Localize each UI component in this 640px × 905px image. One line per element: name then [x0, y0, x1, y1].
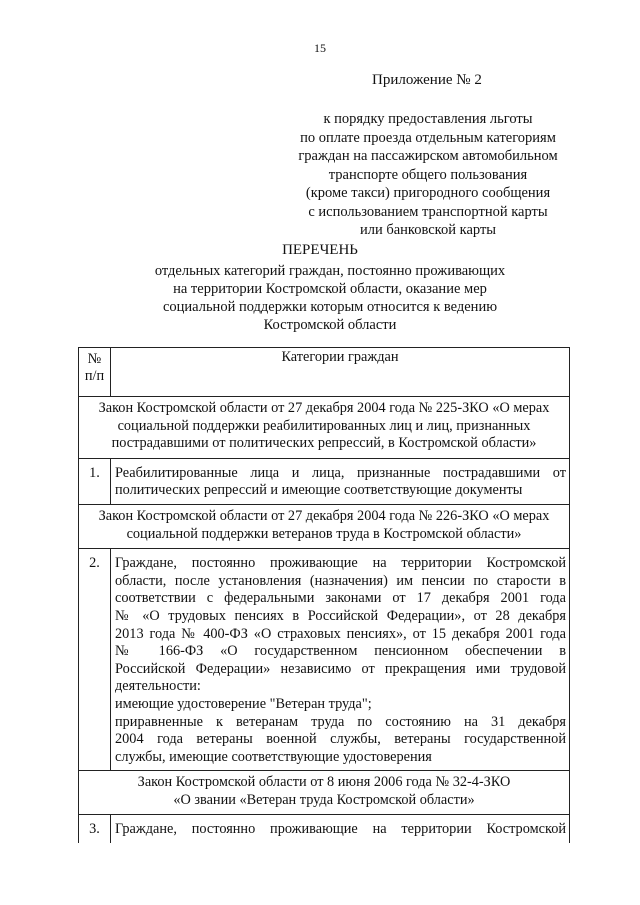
row-number: 2. — [79, 549, 111, 771]
row-line: Российской Федерации» независимо от прекращения ими трудовой — [115, 660, 566, 677]
row-line: 2013 года № 400-ФЗ «О страховых пенсиях», от 15 декабря 2001 года — [115, 625, 566, 642]
law-cell — [79, 504, 570, 548]
appendix-subtitle-line: по оплате проезда отдельным категориям — [300, 129, 556, 146]
header-number-cell — [79, 348, 111, 397]
row-line: имеющие удостоверение "Ветеран труда"; — [115, 695, 372, 712]
row-line: 2004 года ветераны военной службы, ветераны государственной — [115, 731, 566, 748]
row-line: службы, имеющие соответствующие удостоверения — [115, 748, 432, 765]
list-subtitle-line: на территории Костромской области, оказание мер — [173, 281, 487, 297]
law-row — [79, 397, 570, 459]
law-line: пострадавшими от политических репрессий, в Костромской области» — [111, 435, 537, 452]
row-line: политических репрессий и имеющие соответствующие документы — [115, 482, 523, 499]
row-line: приравненные к ветеранам труда по состоянию на 31 декабря — [115, 713, 566, 730]
row-line: области, после установления (назначения) им пенсии по старости в — [115, 572, 566, 589]
appendix-subtitle — [268, 110, 588, 240]
table-row — [79, 815, 570, 843]
law-line: социальной поддержки реабилитированных лиц и лиц, признанных — [117, 417, 531, 434]
table-header-row — [79, 348, 570, 397]
categories-table — [78, 347, 570, 843]
appendix-subtitle-line: транспорте общего пользования — [328, 166, 528, 183]
row-line: соответствии с федеральными законами от 17 декабря 2001 года — [115, 590, 566, 607]
row-number: 3. — [79, 815, 111, 843]
law-cell — [79, 397, 570, 459]
appendix-title: Приложение № 2 — [372, 72, 482, 88]
table-row — [79, 549, 570, 771]
row-line: № «О трудовых пенсиях в Российской Федерации», от 28 декабря — [115, 607, 566, 624]
row-text — [111, 549, 570, 771]
header-category-cell: Категории граждан — [111, 348, 570, 397]
law-line: Закон Костромской области от 27 декабря 2004 года № 226-ЗКО «О мерах — [98, 507, 550, 524]
law-line: социальной поддержки ветеранов труда в Костромской области» — [126, 525, 522, 542]
law-line: Закон Костромской области от 27 декабря 2004 года № 225-ЗКО «О мерах — [98, 400, 550, 416]
row-line: деятельности: — [115, 678, 201, 695]
list-heading: ПЕРЕЧЕНЬ — [282, 242, 358, 258]
appendix-subtitle-line: к порядку предоставления льготы — [323, 111, 533, 127]
row-line: Граждане, постоянно проживающие на территории Костромской — [115, 555, 566, 572]
law-line: Закон Костромской области от 8 июня 2006 года № 32-4-ЗКО — [137, 774, 511, 791]
table-row — [79, 458, 570, 504]
row-line: Реабилитированные лица и лица, признанные пострадавшими от — [115, 464, 566, 481]
law-row — [79, 504, 570, 548]
appendix-subtitle-line: с использованием транспортной карты — [308, 203, 548, 220]
row-text — [111, 458, 570, 504]
appendix-subtitle-line: граждан на пассажирском автомобильном — [298, 148, 558, 164]
list-subtitle-line: отдельных категорий граждан, постоянно проживающих — [154, 263, 506, 279]
list-subtitle-line: социальной поддержки которым относится к ведению — [162, 299, 498, 315]
row-text — [111, 815, 570, 843]
law-line: «О звании «Ветеран труда Костромской области» — [173, 791, 475, 808]
row-line: Граждане, постоянно проживающие на территории Костромской — [115, 821, 566, 838]
law-cell — [79, 771, 570, 815]
list-subtitle — [120, 262, 540, 334]
row-number: 1. — [79, 458, 111, 504]
list-subtitle-line: Костромской области — [263, 317, 397, 333]
law-row — [79, 771, 570, 815]
header-number-line: № — [87, 351, 102, 367]
appendix-subtitle-line: или банковской карты — [359, 222, 497, 238]
appendix-subtitle-line: (кроме такси) пригородного сообщения — [305, 185, 551, 201]
row-line: № 166-ФЗ «О государственном пенсионном обеспечении в — [115, 643, 566, 660]
page-number: 15 — [314, 41, 326, 55]
header-number-line: п/п — [84, 368, 105, 384]
